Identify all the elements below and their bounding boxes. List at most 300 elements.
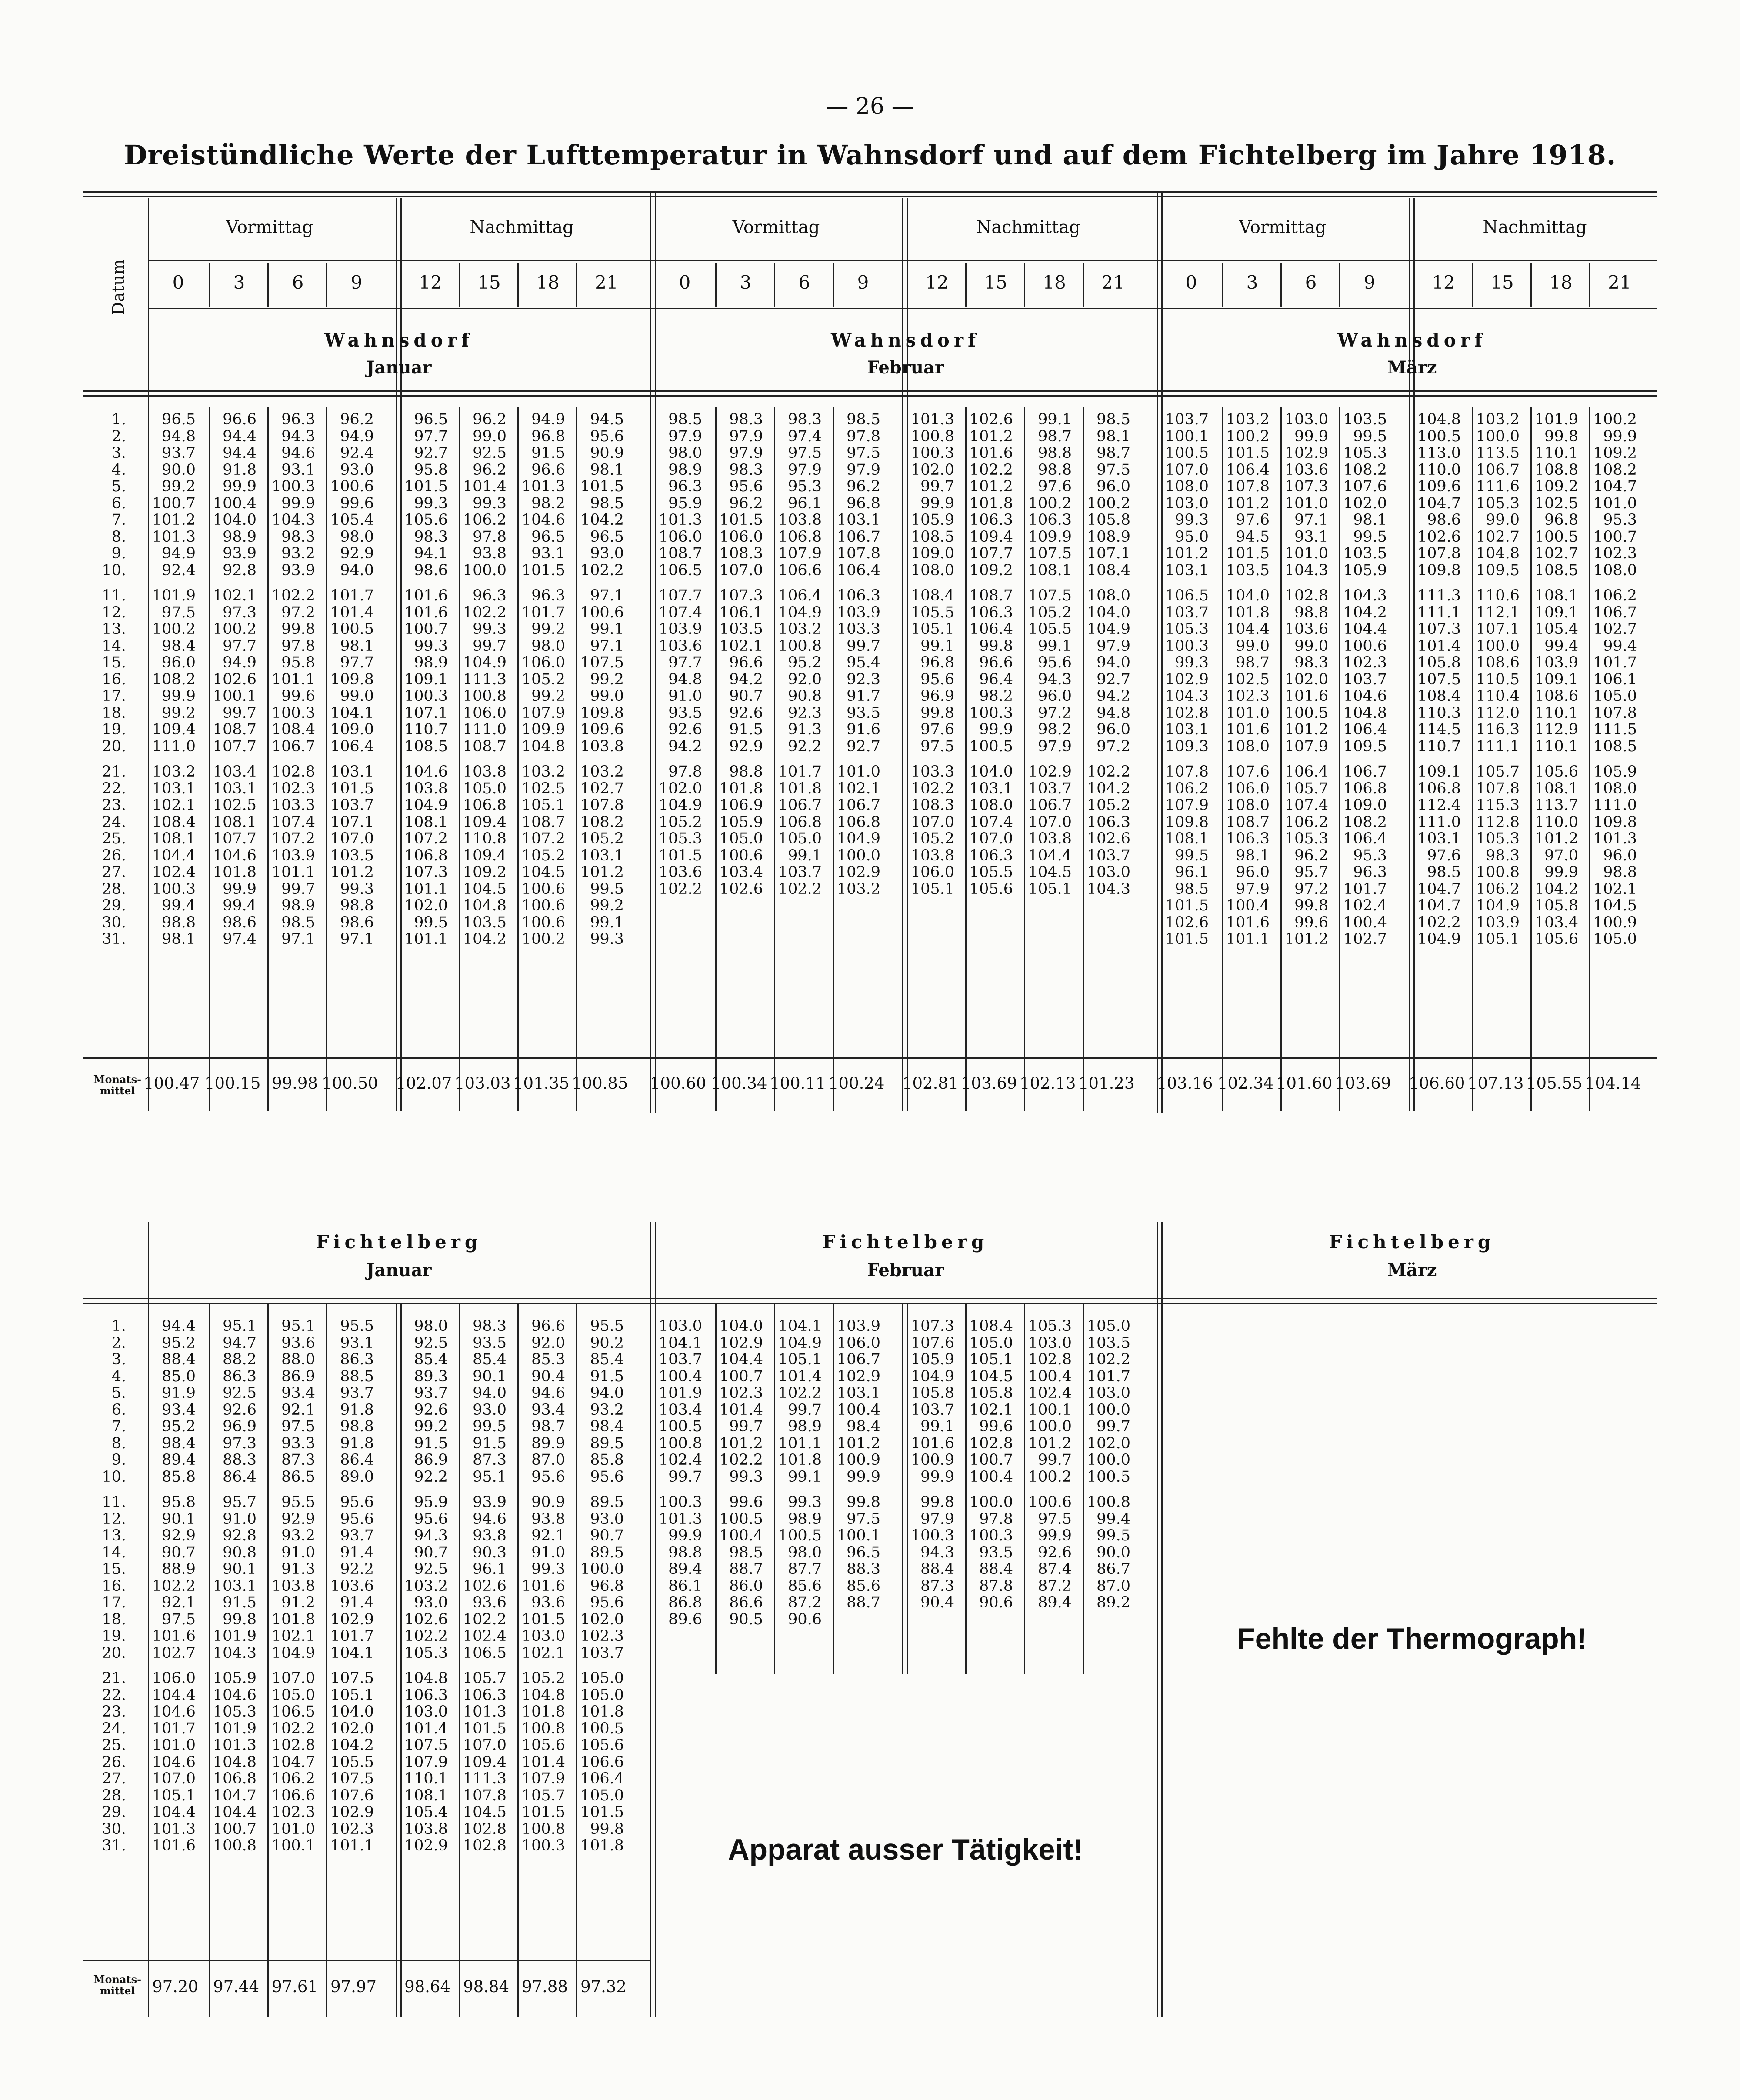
table-cell: 102.1 xyxy=(521,1644,565,1662)
table-cell: 105.0 xyxy=(580,1686,624,1704)
table-cell: 98.9 xyxy=(281,897,315,914)
table-cell: 101.2 xyxy=(969,478,1013,495)
table-cell: 99.9 xyxy=(1038,1527,1072,1544)
monthly-mean: 97.88 xyxy=(522,1977,568,1996)
table-cell: 99.7 xyxy=(1097,1418,1130,1435)
day-label: 8. xyxy=(111,528,126,546)
table-cell: 106.0 xyxy=(152,1670,196,1687)
table-cell: 97.1 xyxy=(340,930,374,948)
table-cell: 104.1 xyxy=(330,1644,374,1662)
day-label: 5. xyxy=(111,478,126,495)
table-cell: 102.2 xyxy=(719,1451,763,1469)
table-cell: 88.5 xyxy=(340,1367,374,1385)
table-cell: 92.2 xyxy=(340,1560,374,1578)
table-cell: 96.5 xyxy=(847,1543,880,1561)
table-cell: 109.3 xyxy=(1165,737,1209,755)
table-cell: 98.7 xyxy=(1236,654,1270,671)
table-cell: 96.0 xyxy=(1038,687,1072,705)
hour-separator xyxy=(1472,263,1473,307)
table-cell: 105.8 xyxy=(910,1384,954,1402)
table-cell: 99.7 xyxy=(473,637,507,655)
table-cell: 94.4 xyxy=(223,427,257,445)
table-cell: 92.2 xyxy=(414,1468,448,1486)
table-cell: 97.5 xyxy=(788,444,822,462)
table-cell: 101.8 xyxy=(580,1837,624,1854)
table-cell: 105.0 xyxy=(463,780,507,797)
table-cell: 105.6 xyxy=(404,511,448,529)
table-cell: 102.2 xyxy=(778,880,822,898)
table-cell: 102.2 xyxy=(969,461,1013,479)
table-cell: 88.4 xyxy=(920,1560,954,1578)
vormittag-label: Vormittag xyxy=(732,217,820,237)
table-cell: 114.5 xyxy=(1417,721,1461,738)
table-cell: 92.1 xyxy=(531,1527,565,1544)
table-cell: 97.9 xyxy=(788,461,822,479)
day-label: 15. xyxy=(102,654,126,671)
table-cell: 86.0 xyxy=(729,1577,763,1595)
table-cell: 98.5 xyxy=(281,913,315,931)
table-cell: 95.8 xyxy=(162,1493,196,1511)
table-cell: 109.4 xyxy=(969,528,1013,546)
table-cell: 102.6 xyxy=(463,1577,507,1595)
table-cell: 104.8 xyxy=(1343,704,1387,722)
table-cell: 107.3 xyxy=(910,1317,954,1335)
table-cell: 105.0 xyxy=(1087,1317,1130,1335)
table-cell: 95.2 xyxy=(162,1418,196,1435)
table-cell: 107.0 xyxy=(271,1670,315,1687)
table-cell: 93.1 xyxy=(340,1334,374,1352)
table-cell: 102.2 xyxy=(778,1384,822,1402)
table-cell: 100.5 xyxy=(1284,704,1328,722)
table-cell: 99.9 xyxy=(1294,427,1328,445)
table-cell: 98.8 xyxy=(668,1543,702,1561)
table-cell: 103.7 xyxy=(1165,603,1209,621)
table-cell: 103.7 xyxy=(1087,847,1130,864)
table-cell: 88.3 xyxy=(223,1451,257,1469)
table-cell: 102.2 xyxy=(271,1720,315,1737)
table-cell: 102.6 xyxy=(1165,913,1209,931)
day-label: 19. xyxy=(102,1627,126,1645)
table-cell: 109.1 xyxy=(1534,670,1578,688)
mean-rule xyxy=(83,1960,650,1961)
table-cell: 97.3 xyxy=(223,603,257,621)
thermograph-note: Fehlte der Thermograph! xyxy=(1237,1622,1587,1655)
table-cell: 111.0 xyxy=(1417,813,1461,831)
table-cell: 92.9 xyxy=(340,545,374,562)
table-cell: 88.7 xyxy=(847,1594,880,1611)
table-cell: 95.8 xyxy=(281,654,315,671)
table-cell: 104.0 xyxy=(1226,587,1270,604)
month-name: Januar xyxy=(366,1260,432,1280)
table-cell: 87.8 xyxy=(979,1577,1013,1595)
table-cell: 102.5 xyxy=(213,797,257,814)
table-cell: 86.9 xyxy=(414,1451,448,1469)
table-cell: 104.7 xyxy=(271,1753,315,1771)
table-cell: 95.7 xyxy=(1294,863,1328,881)
table-cell: 103.1 xyxy=(969,780,1013,797)
table-cell: 102.8 xyxy=(969,1434,1013,1452)
table-cell: 102.7 xyxy=(152,1644,196,1662)
table-cell: 104.0 xyxy=(719,1317,763,1335)
table-cell: 101.3 xyxy=(152,528,196,546)
table-cell: 100.5 xyxy=(580,1720,624,1737)
table-cell: 94.9 xyxy=(531,411,565,428)
table-cell: 97.7 xyxy=(223,637,257,655)
page-number: — 26 — xyxy=(826,93,914,120)
day-label: 7. xyxy=(111,1418,126,1435)
table-cell: 105.0 xyxy=(1593,687,1637,705)
table-cell: 101.5 xyxy=(404,478,448,495)
table-cell: 98.3 xyxy=(729,461,763,479)
hour-header: 15 xyxy=(477,272,501,293)
table-cell: 102.1 xyxy=(271,1627,315,1645)
table-cell: 103.7 xyxy=(658,1351,702,1368)
apparatus-note: Apparat ausser Tätigkeit! xyxy=(728,1833,1083,1866)
table-cell: 104.8 xyxy=(213,1753,257,1771)
table-cell: 92.9 xyxy=(162,1527,196,1544)
table-cell: 102.4 xyxy=(1028,1384,1072,1402)
table-cell: 99.9 xyxy=(223,478,257,495)
monthly-mean: 100.85 xyxy=(572,1074,628,1093)
table-cell: 100.3 xyxy=(1165,637,1209,655)
table-cell: 101.7 xyxy=(778,763,822,780)
table-cell: 96.3 xyxy=(281,411,315,428)
hour-header: 21 xyxy=(1101,272,1125,293)
table-cell: 100.2 xyxy=(1226,427,1270,445)
table-cell: 109.5 xyxy=(1343,737,1387,755)
table-cell: 100.9 xyxy=(1593,913,1637,931)
table-cell: 105.2 xyxy=(580,830,624,847)
table-cell: 107.0 xyxy=(1028,813,1072,831)
table-cell: 95.1 xyxy=(223,1317,257,1335)
table-cell: 94.0 xyxy=(1097,654,1130,671)
table-cell: 86.3 xyxy=(223,1367,257,1385)
table-cell: 108.1 xyxy=(213,813,257,831)
table-cell: 100.3 xyxy=(969,704,1013,722)
table-cell: 111.3 xyxy=(463,670,507,688)
table-cell: 102.6 xyxy=(1087,830,1130,847)
table-cell: 103.2 xyxy=(778,620,822,638)
day-label: 17. xyxy=(102,687,126,705)
table-cell: 105.9 xyxy=(719,813,763,831)
table-cell: 100.2 xyxy=(1087,494,1130,512)
table-cell: 108.8 xyxy=(1534,461,1578,479)
table-cell: 103.7 xyxy=(1343,670,1387,688)
table-cell: 100.0 xyxy=(580,1560,624,1578)
table-cell: 93.1 xyxy=(281,461,315,479)
table-cell: 106.8 xyxy=(404,847,448,864)
table-cell: 104.7 xyxy=(1417,897,1461,914)
table-cell: 97.0 xyxy=(1544,847,1578,864)
table-cell: 104.9 xyxy=(463,654,507,671)
nachmittag-label: Nachmittag xyxy=(470,217,574,237)
table-cell: 103.6 xyxy=(330,1577,374,1595)
table-cell: 108.3 xyxy=(719,545,763,562)
table-cell: 102.1 xyxy=(152,797,196,814)
table-cell: 97.7 xyxy=(668,654,702,671)
day-label: 10. xyxy=(102,1468,126,1486)
table-cell: 86.8 xyxy=(668,1594,702,1611)
table-cell: 101.0 xyxy=(1226,704,1270,722)
table-cell: 94.9 xyxy=(340,427,374,445)
table-cell: 102.4 xyxy=(152,863,196,881)
table-cell: 98.1 xyxy=(1097,427,1130,445)
table-cell: 98.0 xyxy=(788,1543,822,1561)
table-cell: 88.4 xyxy=(979,1560,1013,1578)
table-cell: 101.4 xyxy=(463,478,507,495)
table-cell: 97.2 xyxy=(1097,737,1130,755)
table-cell: 105.5 xyxy=(969,863,1013,881)
table-cell: 104.4 xyxy=(1343,620,1387,638)
table-cell: 102.7 xyxy=(580,780,624,797)
hour-header: 3 xyxy=(1246,272,1258,293)
table-cell: 99.4 xyxy=(1603,637,1637,655)
table-cell: 106.7 xyxy=(1343,763,1387,780)
table-cell: 103.3 xyxy=(837,620,880,638)
table-cell: 100.5 xyxy=(1165,444,1209,462)
table-cell: 93.9 xyxy=(281,561,315,579)
table-cell: 91.8 xyxy=(340,1401,374,1419)
table-cell: 106.2 xyxy=(1284,813,1328,831)
table-cell: 94.6 xyxy=(473,1510,507,1528)
day-label: 30. xyxy=(102,913,126,931)
hour-separator xyxy=(517,263,519,307)
table-cell: 99.7 xyxy=(788,1401,822,1419)
table-cell: 90.1 xyxy=(223,1560,257,1578)
table-cell: 105.0 xyxy=(580,1670,624,1687)
day-label: 22. xyxy=(102,1686,126,1704)
table-cell: 106.3 xyxy=(1028,511,1072,529)
table-cell: 107.8 xyxy=(1593,704,1637,722)
table-cell: 96.2 xyxy=(340,411,374,428)
table-cell: 104.8 xyxy=(521,737,565,755)
table-cell: 102.3 xyxy=(580,1627,624,1645)
table-cell: 106.3 xyxy=(969,603,1013,621)
table-cell: 93.4 xyxy=(162,1401,196,1419)
monthly-mean: 97.32 xyxy=(580,1977,627,1996)
table-cell: 97.6 xyxy=(1236,511,1270,529)
table-cell: 108.4 xyxy=(1087,561,1130,579)
table-cell: 100.4 xyxy=(1343,913,1387,931)
table-cell: 101.5 xyxy=(1165,897,1209,914)
table-cell: 97.5 xyxy=(162,603,196,621)
table-cell: 100.7 xyxy=(152,494,196,512)
table-cell: 106.4 xyxy=(969,620,1013,638)
table-cell: 100.8 xyxy=(521,1720,565,1737)
table-cell: 107.0 xyxy=(330,830,374,847)
hour-separator xyxy=(774,263,775,307)
day-label: 26. xyxy=(102,1753,126,1771)
table-cell: 98.8 xyxy=(729,763,763,780)
hour-header: 9 xyxy=(350,272,363,293)
table-cell: 103.2 xyxy=(521,763,565,780)
table-cell: 90.2 xyxy=(590,1334,624,1352)
table-cell: 110.1 xyxy=(1534,704,1578,722)
table-cell: 104.0 xyxy=(213,511,257,529)
table-cell: 93.1 xyxy=(531,545,565,562)
table-cell: 103.9 xyxy=(1534,654,1578,671)
table-cell: 94.3 xyxy=(920,1543,954,1561)
table-cell: 100.8 xyxy=(910,427,954,445)
table-cell: 101.1 xyxy=(330,1837,374,1854)
table-cell: 103.1 xyxy=(330,763,374,780)
table-cell: 105.1 xyxy=(1476,930,1520,948)
table-cell: 105.3 xyxy=(1476,830,1520,847)
table-cell: 105.9 xyxy=(910,1351,954,1368)
table-cell: 102.6 xyxy=(969,411,1013,428)
table-cell: 99.0 xyxy=(1486,511,1520,529)
table-cell: 98.7 xyxy=(1038,427,1072,445)
table-cell: 101.3 xyxy=(1593,830,1637,847)
table-cell: 101.2 xyxy=(1284,721,1328,738)
monthly-mean: 105.55 xyxy=(1526,1074,1583,1093)
day-label: 28. xyxy=(102,1787,126,1804)
table-cell: 106.0 xyxy=(521,654,565,671)
table-cell: 98.6 xyxy=(340,913,374,931)
table-cell: 104.6 xyxy=(1343,687,1387,705)
table-cell: 93.9 xyxy=(473,1493,507,1511)
table-cell: 94.3 xyxy=(414,1527,448,1544)
table-cell: 102.4 xyxy=(658,1451,702,1469)
table-cell: 111.1 xyxy=(1476,737,1520,755)
table-cell: 99.7 xyxy=(668,1468,702,1486)
table-cell: 99.2 xyxy=(531,687,565,705)
table-cell: 98.3 xyxy=(473,1317,507,1335)
monthly-mean: 102.81 xyxy=(902,1074,959,1093)
table-cell: 101.8 xyxy=(719,780,763,797)
day-label: 5. xyxy=(111,1384,126,1402)
table-cell: 105.8 xyxy=(1534,897,1578,914)
table-cell: 103.8 xyxy=(404,1820,448,1838)
table-cell: 108.5 xyxy=(1534,561,1578,579)
day-label: 22. xyxy=(102,780,126,797)
table-cell: 110.7 xyxy=(404,721,448,738)
table-cell: 94.1 xyxy=(414,545,448,562)
table-cell: 101.9 xyxy=(152,587,196,604)
table-cell: 99.5 xyxy=(590,880,624,898)
table-cell: 89.2 xyxy=(1097,1594,1130,1611)
table-cell: 92.5 xyxy=(223,1384,257,1402)
table-cell: 106.8 xyxy=(1417,780,1461,797)
day-label: 27. xyxy=(102,1770,126,1787)
table-cell: 112.9 xyxy=(1534,721,1578,738)
table-cell: 107.4 xyxy=(969,813,1013,831)
table-cell: 101.5 xyxy=(330,780,374,797)
month-name: März xyxy=(1387,357,1437,378)
table-cell: 92.7 xyxy=(414,444,448,462)
table-cell: 109.9 xyxy=(1028,528,1072,546)
table-cell: 101.0 xyxy=(1593,494,1637,512)
table-cell: 101.3 xyxy=(910,411,954,428)
table-cell: 101.7 xyxy=(152,1720,196,1737)
table-cell: 93.7 xyxy=(340,1527,374,1544)
table-cell: 101.2 xyxy=(152,511,196,529)
table-cell: 87.3 xyxy=(281,1451,315,1469)
table-cell: 108.0 xyxy=(1226,797,1270,814)
table-cell: 104.9 xyxy=(778,603,822,621)
table-cell: 110.1 xyxy=(404,1770,448,1787)
table-cell: 102.3 xyxy=(271,780,315,797)
table-cell: 109.6 xyxy=(580,721,624,738)
table-cell: 107.7 xyxy=(658,587,702,604)
table-cell: 99.8 xyxy=(281,620,315,638)
table-cell: 103.6 xyxy=(658,863,702,881)
table-cell: 104.5 xyxy=(1028,863,1072,881)
table-cell: 104.9 xyxy=(778,1334,822,1352)
hour-separator xyxy=(267,263,269,307)
table-cell: 103.1 xyxy=(1165,721,1209,738)
table-cell: 99.3 xyxy=(414,637,448,655)
table-cell: 93.8 xyxy=(473,545,507,562)
table-cell: 99.1 xyxy=(1038,411,1072,428)
table-cell: 103.6 xyxy=(1284,620,1328,638)
table-cell: 96.8 xyxy=(531,427,565,445)
table-cell: 102.8 xyxy=(1165,704,1209,722)
table-cell: 98.5 xyxy=(1427,863,1461,881)
table-cell: 101.0 xyxy=(271,1820,315,1838)
table-top-rule xyxy=(83,191,1657,197)
table-cell: 107.1 xyxy=(1476,620,1520,638)
table-cell: 108.7 xyxy=(521,813,565,831)
table-cell: 96.0 xyxy=(1097,721,1130,738)
table-cell: 98.1 xyxy=(1353,511,1387,529)
table-cell: 104.2 xyxy=(330,1737,374,1754)
table-cell: 108.3 xyxy=(910,797,954,814)
table-cell: 105.3 xyxy=(1284,830,1328,847)
table-cell: 89.3 xyxy=(414,1367,448,1385)
table-cell: 105.3 xyxy=(1343,444,1387,462)
table-cell: 109.8 xyxy=(1593,813,1637,831)
table-cell: 100.2 xyxy=(1028,494,1072,512)
table-cell: 106.4 xyxy=(580,1770,624,1787)
table-cell: 99.8 xyxy=(920,704,954,722)
table-cell: 109.0 xyxy=(330,721,374,738)
table-cell: 99.8 xyxy=(590,1820,624,1838)
table-cell: 101.6 xyxy=(1226,913,1270,931)
table-cell: 87.4 xyxy=(1038,1560,1072,1578)
table-cell: 105.6 xyxy=(580,1737,624,1754)
table-cell: 95.6 xyxy=(340,1510,374,1528)
table-cell: 103.1 xyxy=(580,847,624,864)
day-label: 21. xyxy=(102,763,126,780)
table-cell: 99.9 xyxy=(1544,863,1578,881)
table-cell: 104.3 xyxy=(1087,880,1130,898)
table-cell: 95.3 xyxy=(1353,847,1387,864)
table-cell: 101.5 xyxy=(719,511,763,529)
table-cell: 98.2 xyxy=(531,494,565,512)
table-cell: 99.2 xyxy=(414,1418,448,1435)
table-cell: 104.0 xyxy=(1087,603,1130,621)
table-cell: 90.4 xyxy=(531,1367,565,1385)
table-cell: 95.6 xyxy=(1038,654,1072,671)
table-cell: 104.7 xyxy=(1417,880,1461,898)
monthly-mean: 101.23 xyxy=(1078,1074,1135,1093)
table-cell: 107.7 xyxy=(969,545,1013,562)
table-cell: 97.5 xyxy=(281,1418,315,1435)
table-cell: 99.9 xyxy=(162,687,196,705)
table-cell: 99.1 xyxy=(920,1418,954,1435)
table-cell: 97.8 xyxy=(473,528,507,546)
table-cell: 93.8 xyxy=(473,1527,507,1544)
table-cell: 101.8 xyxy=(521,1703,565,1720)
table-cell: 101.3 xyxy=(658,1510,702,1528)
table-cell: 101.3 xyxy=(658,511,702,529)
table-cell: 101.2 xyxy=(719,1434,763,1452)
table-cell: 103.9 xyxy=(271,847,315,864)
table-cell: 100.5 xyxy=(719,1510,763,1528)
table-cell: 103.4 xyxy=(658,1401,702,1419)
hour-separator xyxy=(209,263,210,307)
